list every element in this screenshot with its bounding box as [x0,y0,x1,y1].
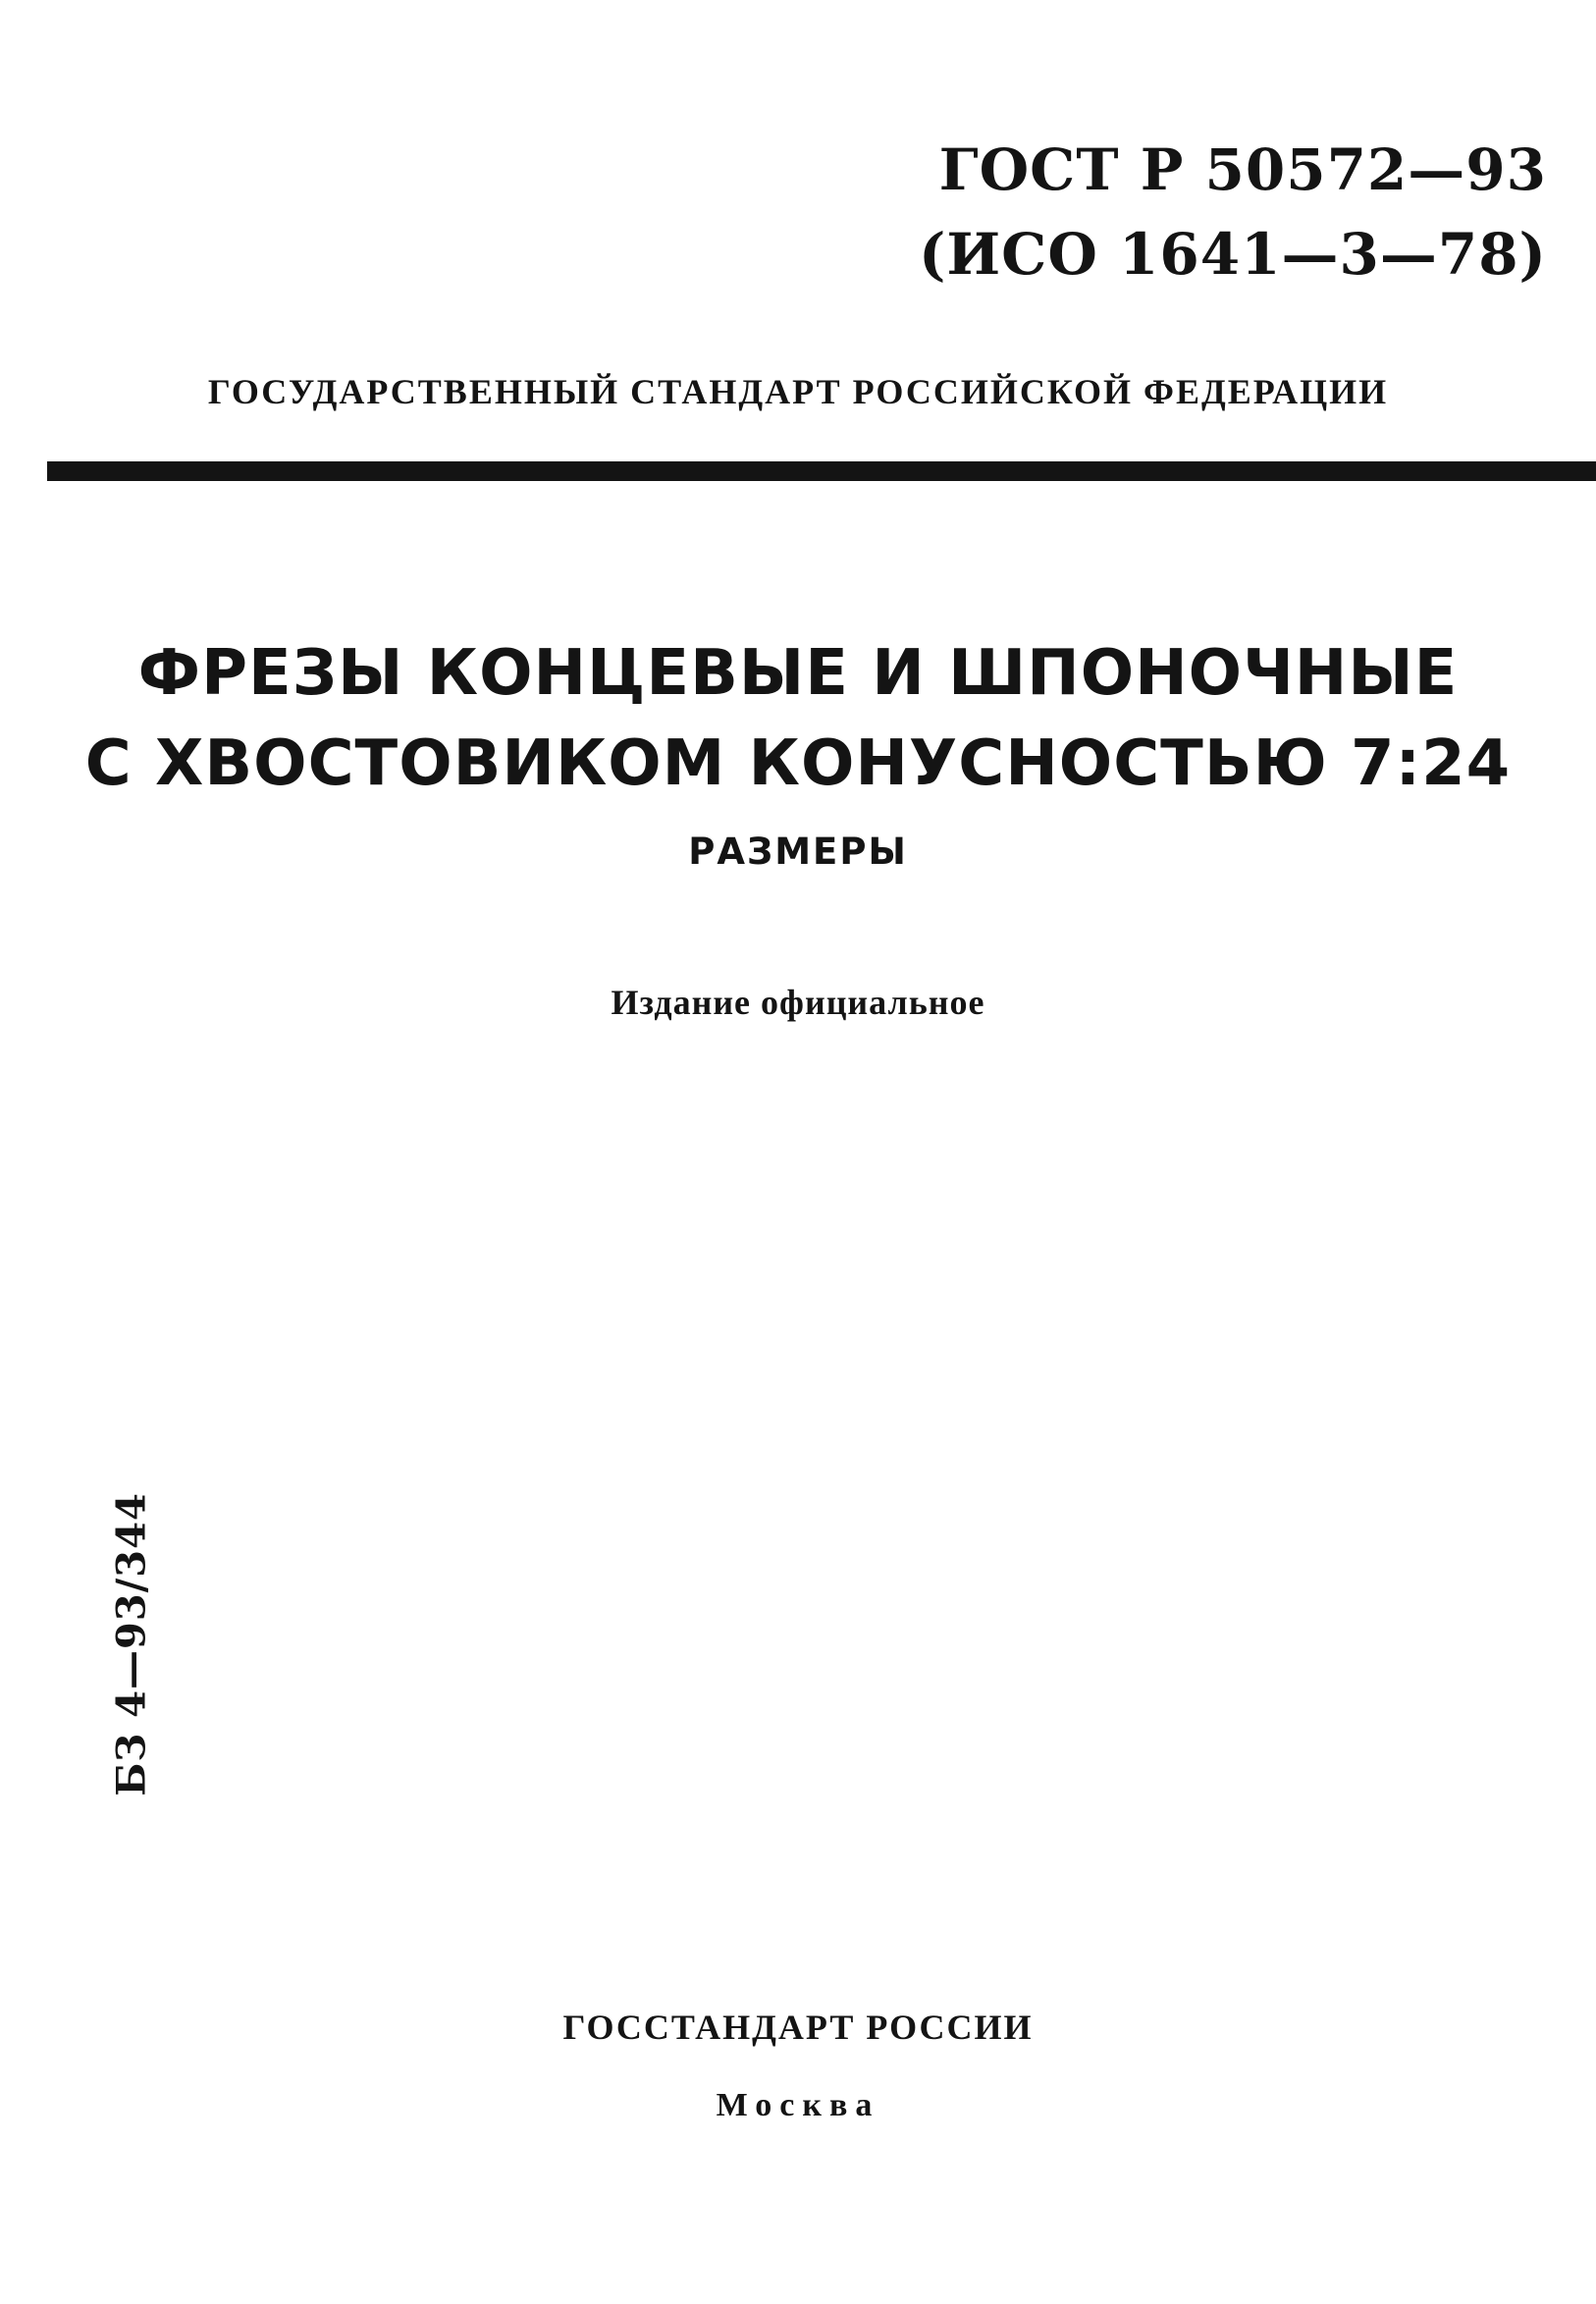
standard-designation [919,128,1547,296]
state-standard-heading: ГОСУДАРСТВЕННЫЙ СТАНДАРТ РОССИЙСКОЙ ФЕДЕРАЦИИ [207,372,1389,411]
publisher: ГОССТАНДАРТ РОССИИ [562,2008,1034,2047]
title-line-2: С ХВОСТОВИКОМ КОНУСНОСТЬЮ 7:24 [84,727,1512,800]
header-divider [47,461,1596,481]
edition-note: Издание официальное [611,983,985,1022]
document-title [0,628,1596,809]
publication-city: Москва [716,2087,880,2123]
side-catalog-code: БЗ 4—93/344 [108,1492,155,1796]
iso-number: (ИСО 1641—3—78) [918,221,1547,288]
gost-number: ГОСТ Р 50572—93 [938,136,1547,203]
title-line-1: ФРЕЗЫ КОНЦЕВЫЕ И ШПОНОЧНЫЕ [137,637,1459,710]
document-subtitle: РАЗМЕРЫ [688,831,908,873]
